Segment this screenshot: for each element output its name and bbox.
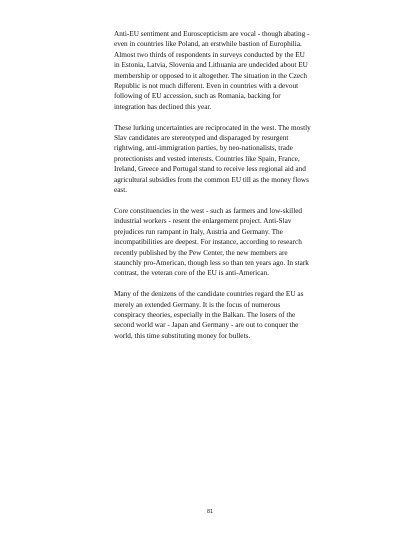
paragraph-1: Anti-EU sentiment and Euroscepticism are vocal - though abating - even in countries like Poland, an erstwhile bastion of Europhilia. Almost two thirds of respondents in surveys conducted by the EU in Estonia, Latvia, Slovenia and Lithuania are undecided about EU membership or opposed to it altogether. The situation in the Czech Republic is not much different. Even in countries with a devout following of EU accession, such as Romania, backing for integration has declined this year. bbox=[114, 30, 310, 111]
paragraph-2: These lurking uncertainties are reciprocated in the west. The mostly Slav candidates are stereotyped and disparaged by resurgent rightwing, anti-immigration parties, by neo-nationalists, trade protectionists and vested interests. Countries like Spain, France, Ireland, Greece and Portugal stand to receive less regional aid and agricultural subsidies from the common EU till as the money flows east. bbox=[114, 123, 311, 195]
page-number: 81 bbox=[206, 509, 214, 515]
paragraph-3: Core constituencies in the west - such as farmers and low-skilled industrial workers - resent the enlargement project. Anti-Slav prejudices run rampant in Italy, Austria and Germany. The incompatibilities are deepest. For instance, according to research recently published by the Pew Center, the new members are staunchly pro-American, though less so than ten years ago. In stark contrast, the veteran core of the EU is anti-American. bbox=[114, 206, 309, 278]
body-text bbox=[114, 29, 312, 352]
paragraph-4: Many of the denizens of the candidate countries regard the EU as merely an extended Germany. It is the focus of numerous conspiracy theories, especially in the Balkan. The losers of the second world war - Japan and Germany - are out to conquer the world, this time substituting money for bullets. bbox=[114, 290, 304, 340]
